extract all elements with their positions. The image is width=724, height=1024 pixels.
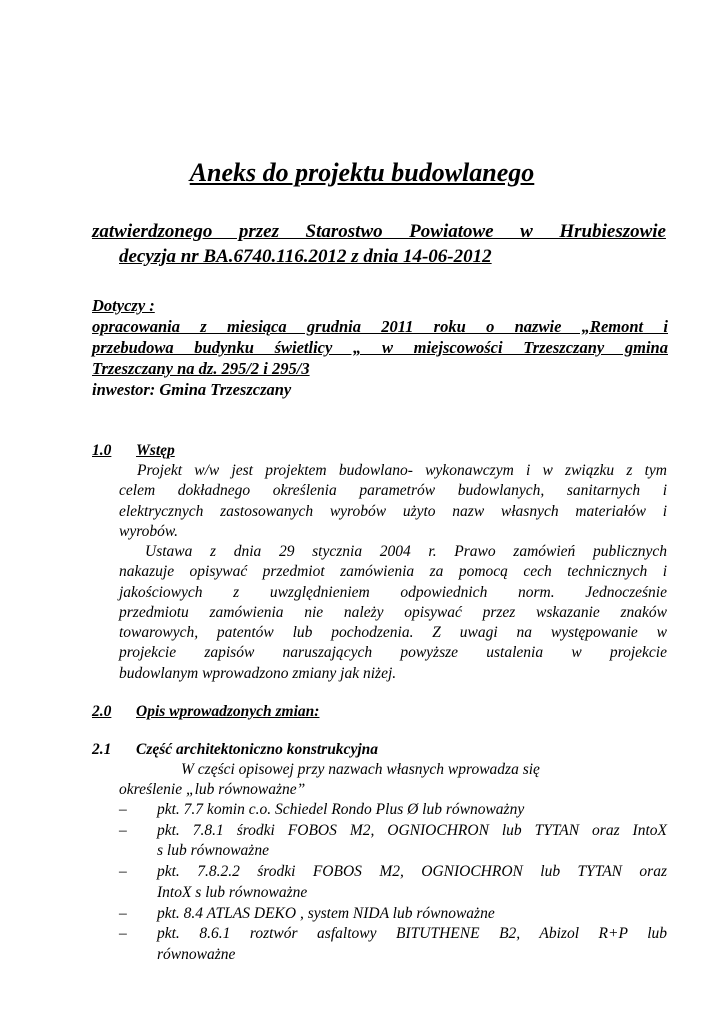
section-1-paragraph-1 bbox=[119, 461, 667, 542]
section-2-1-number: 2.1 bbox=[92, 741, 112, 758]
investor-line: inwestor: Gmina Trzeszczany bbox=[92, 380, 292, 399]
list-item bbox=[119, 862, 667, 903]
section-1-number: 1.0 bbox=[92, 442, 112, 459]
text-line: pkt. 8.4 ATLAS DEKO , system NIDA lub równoważne bbox=[157, 904, 495, 922]
text-line: elektrycznych zastosowanych wyrobów użyto nazw własnych materiałów i bbox=[119, 502, 667, 520]
document-title: Aneks do projektu budowlanego bbox=[189, 158, 535, 187]
text-line: Ustawa z dnia 29 stycznia 2004 r. Prawo zamówień publicznych bbox=[145, 543, 667, 560]
text-line: IntoX s lub równoważne bbox=[157, 883, 308, 901]
section-1-paragraph-2 bbox=[119, 542, 667, 684]
list-item bbox=[119, 924, 667, 965]
concerns-line-1: opracowania z miesiąca grudnia 2011 roku o nazwie „Remont i bbox=[92, 317, 668, 336]
text-line: przedmiotu zamówienia nie należy opisywać przez wskazanie znaków bbox=[119, 603, 667, 621]
text-line: równoważne bbox=[157, 945, 236, 963]
text-line: pkt. 8.6.1 roztwór asfaltowy BITUTHENE B2, Abizol R+P lub bbox=[157, 925, 667, 943]
text-line: Projekt w/w jest projektem budowlano- wykonawczym i w związku z tym bbox=[137, 462, 667, 479]
text-line: W części opisowej przy nazwach własnych wprowadza się bbox=[181, 761, 540, 778]
text-line: projekcie zapisów naruszających powyższe ustalenia w projekcie bbox=[119, 644, 667, 662]
approval-decision bbox=[92, 219, 666, 269]
concerns-line-2: przebudowa budynku świetlicy „ w miejscowości Trzeszczany gmina bbox=[92, 338, 668, 357]
text-line: towarowych, patentów lub pochodzenia. Z uwagi na występowanie w bbox=[119, 624, 667, 642]
list-item bbox=[119, 821, 667, 862]
text-line: pkt. 7.8.1 środki FOBOS M2, OGNIOCHRON lub TYTAN oraz IntoX bbox=[157, 821, 667, 839]
dash-bullet: – bbox=[119, 904, 127, 922]
concerns-line-3: Trzeszczany na dz. 295/2 i 295/3 bbox=[92, 359, 310, 378]
section-2-1-heading bbox=[92, 741, 378, 759]
text-line: wyrobów. bbox=[119, 522, 178, 540]
section-2-1-intro bbox=[119, 760, 667, 801]
section-2-title: Opis wprowadzonych zmian: bbox=[136, 703, 320, 720]
section-1-heading bbox=[92, 442, 175, 460]
dash-bullet: – bbox=[119, 863, 127, 881]
approval-line-2: decyzja nr BA.6740.116.2012 z dnia 14-06-2012 bbox=[119, 246, 492, 267]
section-1-title: Wstęp bbox=[136, 442, 175, 459]
concerns-label: Dotyczy : bbox=[92, 296, 155, 315]
concerns-block bbox=[92, 295, 668, 400]
text-line: pkt. 7.7 komin c.o. Schiedel Rondo Plus Ø lub równoważny bbox=[157, 801, 525, 818]
text-line: jakościowych z uwzględnieniem odpowiednich norm. Jednocześnie bbox=[119, 583, 667, 601]
changes-list bbox=[119, 800, 667, 966]
text-line: celem dokładnego określenia parametrów budowlanych, sanitarnych i bbox=[119, 482, 667, 500]
section-2-heading bbox=[92, 703, 319, 721]
text-line: określenie „lub równoważne” bbox=[119, 781, 306, 799]
text-line: nakazuje opisywać przedmiot zamówienia za pomocą cech technicznych i bbox=[119, 563, 667, 581]
text-line: pkt. 7.8.2.2 środki FOBOS M2, OGNIOCHRON lub TYTAN oraz bbox=[157, 863, 667, 881]
dash-bullet: – bbox=[119, 925, 127, 943]
dash-bullet: – bbox=[119, 801, 127, 818]
section-2-1-title: Część architektoniczno konstrukcyjna bbox=[136, 741, 378, 758]
section-2-number: 2.0 bbox=[92, 703, 112, 720]
text-line: budowlanym wprowadzono zmiany jak niżej. bbox=[119, 664, 397, 682]
list-item bbox=[119, 904, 667, 925]
approval-line-1: zatwierdzonego przez Starostwo Powiatowe w Hrubieszowie bbox=[92, 221, 666, 242]
dash-bullet: – bbox=[119, 821, 127, 839]
list-item bbox=[119, 800, 667, 821]
text-line: s lub równoważne bbox=[157, 842, 269, 860]
